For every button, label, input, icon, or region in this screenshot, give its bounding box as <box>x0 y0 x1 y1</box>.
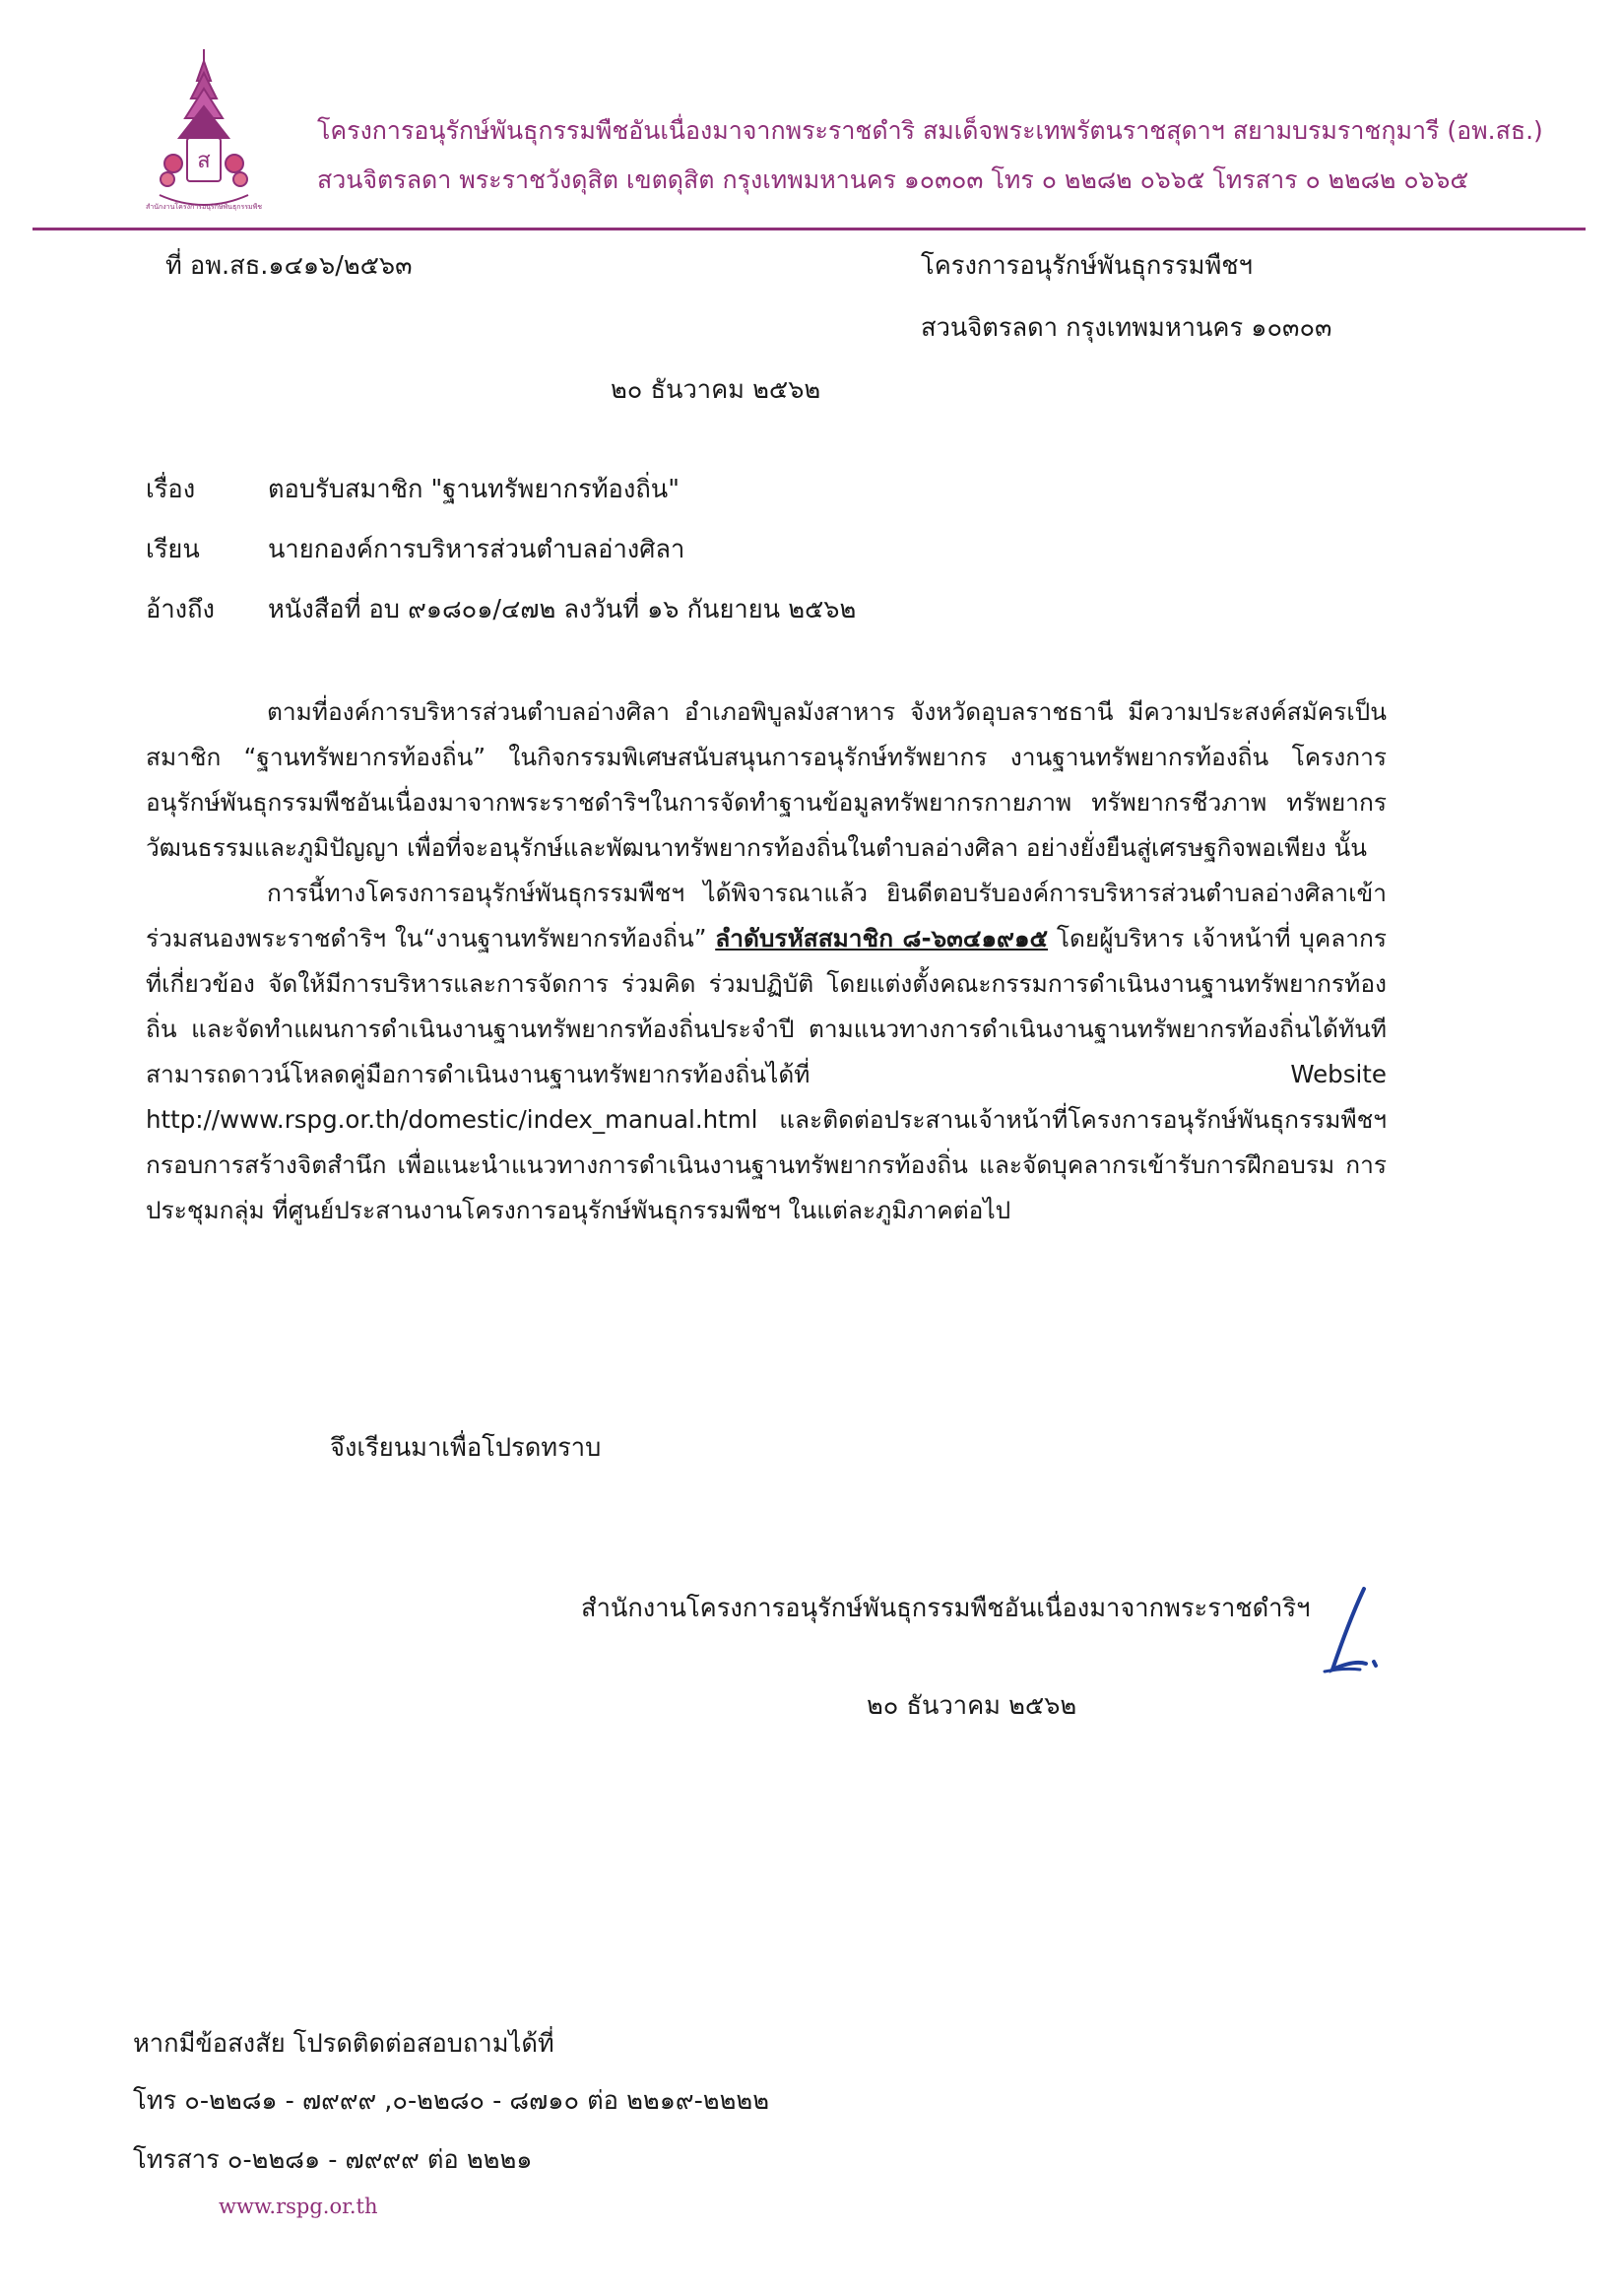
recipient-label: เรียน <box>146 535 200 564</box>
signatory-office: สำนักงานโครงการอนุรักษ์พันธุกรรมพืชอันเนื่องมาจากพระราชดำริฯ <box>581 1594 1311 1623</box>
paragraph-2-start: การนี้ทางโครงการอนุรักษ์พันธุกรรมพืชฯ ได้พิจารณาแล้ว ยินดีตอบรับองค์การบริหารส่วนตำบลอ่างศิลาเข้าร่วมสนองพระราชดำริฯ ใน“งานฐานทรัพยากรท้องถิ่น” <box>146 879 1387 952</box>
signature <box>1295 1581 1403 1689</box>
paragraph-2-end: โดยผู้บริหาร เจ้าหน้าที่ บุคลากรที่เกี่ยวข้อง จัดให้มีการบริหารและการจัดการ ร่วมคิด ร่วมปฏิบัติ โดยแต่งตั้งคณะกรรมการดำเนินงานฐานทรัพยากรท้องถิ่น และจัดทำแผนการดำเนินงานฐานทรัพยากรท้องถิ่นประจำปี ตามแนวทางการดำเนินงานฐานทรัพยากรท้องถิ่นได้ทันที สามารถดาวน์โหลดคู่มือการดำเนินงานฐานทรัพยากรท้องถิ่นได้ที่ Website http://www.rspg.or.th/domestic/index_manual.html และติดต่อประสานเจ้าหน้าที่โครงการอนุรักษ์พันธุกรรมพืชฯ กรอบการสร้างจิตสำนึก เพื่อแนะนำแนวทางการดำเนินงานฐานทรัพยากรท้องถิ่น และจัดบุคลากรเข้ารับการฝึกอบรม การประชุมกลุ่ม ที่ศูนย์ประสานงานโครงการอนุรักษ์พันธุกรรมพืชฯ ในแต่ละภูมิภาคต่อไป <box>146 924 1387 1224</box>
contact-fax: โทรสาร ๐-๒๒๘๑ - ๗๙๙๙ ต่อ ๒๒๒๑ <box>133 2145 533 2175</box>
header-org-line: โครงการอนุรักษ์พันธุกรรมพืชอันเนื่องมาจากพระราชดำริ สมเด็จพระเทพรัตนราชสุดาฯ สยามบรมราชกุมารี (อพ.สธ.) <box>317 116 1543 145</box>
subject-label: เรื่อง <box>146 475 196 504</box>
sender-line-1: โครงการอนุรักษ์พันธุกรรมพืชฯ <box>921 251 1253 281</box>
recipient-text: นายกองค์การบริหารส่วนตำบลอ่างศิลา <box>268 535 685 564</box>
signature-date: ๒๐ ธันวาคม ๒๕๖๒ <box>867 1691 1077 1721</box>
header-divider <box>32 228 1586 230</box>
contact-phone: โทร ๐-๒๒๘๑ - ๗๙๙๙ ,๐-๒๒๘๐ - ๘๗๑๐ ต่อ ๒๒๑๙-๒๒๒๒ <box>133 2086 770 2116</box>
reference-label: อ้างถึง <box>146 595 215 624</box>
reference-text: หนังสือที่ อบ ๙๑๘๐๑/๔๗๒ ลงวันที่ ๑๖ กันยายน ๒๕๖๒ <box>268 595 857 624</box>
letter-body <box>146 689 1387 1233</box>
rspg-logo <box>146 47 262 223</box>
svg-text:ส: ส <box>197 149 211 173</box>
letter-date: ๒๐ ธันวาคม ๒๕๖๒ <box>611 375 821 405</box>
closing-line: จึงเรียนมาเพื่อโปรดทราบ <box>330 1433 602 1463</box>
sender-line-2: สวนจิตรลดา กรุงเทพมหานคร ๑๐๓๐๓ <box>921 313 1332 343</box>
subject-text: ตอบรับสมาชิก "ฐานทรัพยากรท้องถิ่น" <box>268 475 680 504</box>
logo-caption: สำนักงานโครงการอนุรักษ์พันธุกรรมพืช <box>146 203 262 211</box>
body-paragraph-2 <box>146 871 1387 1233</box>
website-link[interactable]: www.rspg.or.th <box>219 2195 378 2218</box>
header-address-line: สวนจิตรลดา พระราชวังดุสิต เขตดุสิต กรุงเทพมหานคร ๑๐๓๐๓ โทร ๐ ๒๒๘๒ ๐๖๖๕ โทรสาร ๐ ๒๒๘๒ ๐๖๖๕ <box>317 165 1469 194</box>
contact-title: หากมีข้อสงสัย โปรดติดต่อสอบถามได้ที่ <box>133 2029 554 2059</box>
reference-number: ที่ อพ.สธ.๑๔๑๖/๒๕๖๓ <box>165 251 413 281</box>
body-paragraph-1: ตามที่องค์การบริหารส่วนตำบลอ่างศิลา อำเภอพิบูลมังสาหาร จังหวัดอุบลราชธานี มีความประสงค์สมัครเป็นสมาชิก “ฐานทรัพยากรท้องถิ่น” ในกิจกรรมพิเศษสนับสนุนการอนุรักษ์ทรัพยากร งานฐานทรัพยากรท้องถิ่น โครงการอนุรักษ์พันธุกรรมพืชอันเนื่องมาจากพระราชดำริฯในการจัดทำฐานข้อมูลทรัพยากรกายภาพ ทรัพยากรชีวภาพ ทรัพยากรวัฒนธรรมและภูมิปัญญา เพื่อที่จะอนุรักษ์และพัฒนาทรัพยากรท้องถิ่นในตำบลอ่างศิลา อย่างยั่งยืนสู่เศรษฐกิจพอเพียง นั้น <box>146 697 1387 862</box>
member-code: ลำดับรหัสสมาชิก ๘-๖๓๔๑๙๑๕ <box>715 924 1049 952</box>
